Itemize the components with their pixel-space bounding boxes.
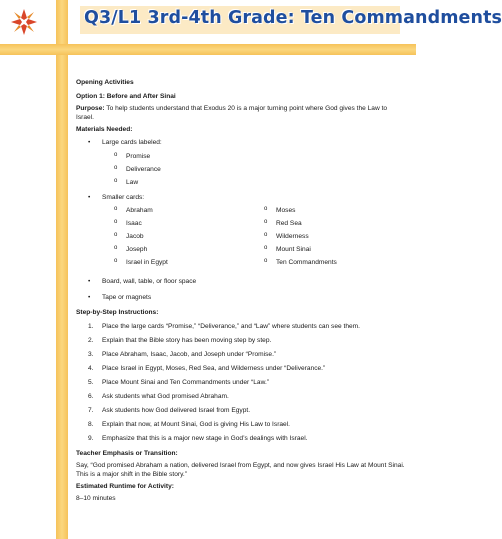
list-item: o Red Sea (252, 219, 337, 228)
list-item: 8. Explain that now, at Mount Sinai, God is giving His Law to Israel. (88, 421, 291, 429)
list-item: 3. Place Abraham, Isaac, Jacob, and Joseph under “Promise.” (88, 350, 277, 358)
step-text: Emphasize that this is a major new stage in God’s dealings with Israel. (102, 435, 308, 443)
list-item (76, 138, 406, 186)
list-item: o Moses (252, 206, 337, 215)
large-cards-list (102, 152, 406, 187)
list-item: o Israel in Egypt (102, 258, 252, 267)
purpose-text: To help students understand that Exodus 20 is a major turning point where God gives the Law to Israel. (76, 105, 388, 122)
step-text: Explain that the Bible story has been moving step by step. (102, 336, 272, 344)
option-heading: Option 1: Before and After Sinai (76, 93, 176, 101)
list-item: o Deliverance (102, 165, 406, 174)
list-item: o Ten Commandments (252, 258, 337, 267)
smaller-cards-columns (102, 206, 406, 271)
smaller-cards-label: Smaller cards: (102, 193, 145, 201)
cross-vertical-bar (56, 0, 68, 539)
opening-heading: Opening Activities (76, 79, 134, 86)
step-text: Place the large cards “Promise,” “Deliverance,” and “Law” where students can see them. (102, 322, 361, 330)
list-item: o Abraham (102, 206, 252, 215)
purpose-paragraph (76, 104, 406, 122)
step-text: Place Israel in Egypt, Moses, Red Sea, and Wilderness under “Deliverance.” (102, 364, 326, 372)
list-item: 9. Emphasize that this is a major new stage in God’s dealings with Israel. (88, 435, 308, 443)
smaller-cards-col2 (252, 206, 337, 267)
cross-horizontal-bar (0, 44, 416, 55)
page-title: Q3/L1 3rd-4th Grade: Ten Commandments (84, 8, 502, 28)
list-item: o Joseph (102, 245, 252, 254)
step-text: Place Abraham, Isaac, Jacob, and Joseph under “Promise.” (102, 350, 277, 358)
step-text: Explain that now, at Mount Sinai, God is giving His Law to Israel. (102, 421, 291, 429)
step-text: Ask students what God promised Abraham. (102, 393, 229, 401)
list-item: • Board, wall, table, or floor space (76, 277, 406, 286)
steps-heading: Step-by-Step Instructions: (76, 308, 159, 316)
list-item: o Isaac (102, 219, 252, 228)
list-item: 7. Ask students how God delivered Israel from Egypt. (88, 407, 251, 415)
list-item: o Mount Sinai (252, 245, 337, 254)
materials-heading: Materials Needed: (76, 126, 133, 134)
list-item: 2. Explain that the Bible story has been moving step by step. (88, 336, 272, 344)
step-text: Place Mount Sinai and Ten Commandments under “Law.” (102, 379, 270, 387)
step-text: Ask students how God delivered Israel from Egypt. (102, 407, 251, 415)
runtime-heading: Estimated Runtime for Activity: (76, 482, 174, 490)
list-item: o Wilderness (252, 232, 337, 241)
emphasis-heading: Teacher Emphasis or Transition: (76, 449, 178, 457)
materials-list (76, 138, 406, 301)
list-item: o Jacob (102, 232, 252, 241)
church-logo-icon (8, 6, 40, 38)
steps-list (76, 322, 406, 444)
emphasis-text: Say, “God promised Abraham a nation, delivered Israel from Egypt, and now gives Israel His Law at Mount Sinai. This is a major shift in the Bible story.” (76, 461, 405, 478)
list-item: 4. Place Israel in Egypt, Moses, Red Sea, and Wilderness under “Deliverance.” (88, 364, 326, 372)
smaller-cards-col1 (102, 206, 252, 267)
list-item (76, 193, 406, 272)
list-item: 1. Place the large cards “Promise,” “Deliverance,” and “Law” where students can see them. (88, 322, 361, 330)
list-item: • Tape or magnets (76, 293, 406, 302)
list-item: 6. Ask students what God promised Abraham. (88, 393, 229, 401)
large-cards-label: Large cards labeled: (102, 139, 162, 147)
purpose-label: Purpose: (76, 105, 105, 113)
runtime-text: 8–10 minutes (76, 494, 116, 502)
document-body (76, 78, 406, 503)
list-item: 5. Place Mount Sinai and Ten Commandments under “Law.” (88, 379, 270, 387)
list-item: o Law (102, 178, 406, 187)
list-item: o Promise (102, 152, 406, 161)
